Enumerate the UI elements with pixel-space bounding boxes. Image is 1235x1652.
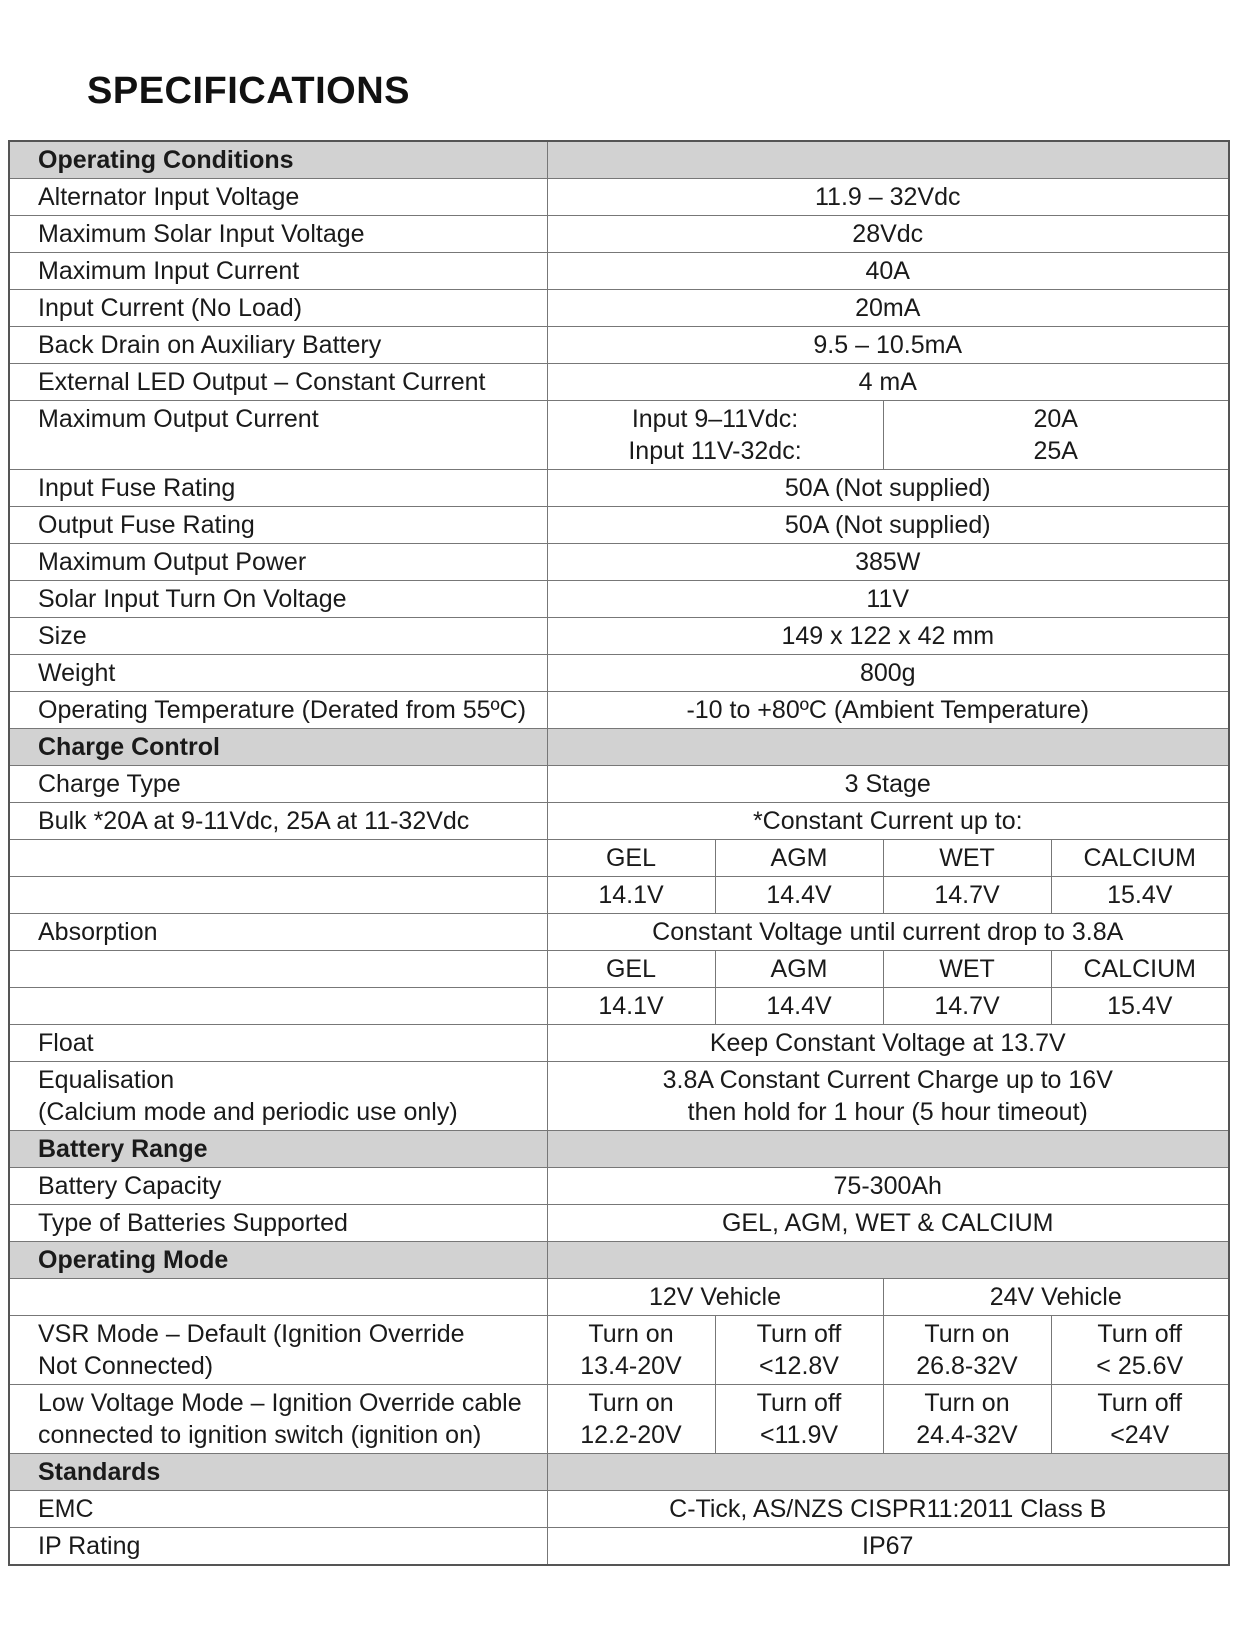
mode-cell <box>547 1316 715 1385</box>
spec-value: GEL, AGM, WET & CALCIUM <box>547 1205 1229 1242</box>
spec-label <box>9 1316 547 1385</box>
input-range-2: Input 11V-32dc: <box>628 437 802 465</box>
battery-type-cell: GEL <box>547 951 715 988</box>
mode-voltage: 24.4-32V <box>916 1421 1018 1449</box>
mode-cell <box>715 1385 883 1454</box>
spec-label: IP Rating <box>9 1528 547 1566</box>
battery-type-cell: CALCIUM <box>1051 951 1229 988</box>
table-row <box>9 216 1229 253</box>
spec-label: EMC <box>9 1491 547 1528</box>
table-row <box>9 1205 1229 1242</box>
table-row <box>9 1279 1229 1316</box>
table-row <box>9 951 1229 988</box>
spec-value <box>547 401 883 470</box>
battery-type-cell: AGM <box>715 951 883 988</box>
mode-action: Turn off <box>756 1320 842 1348</box>
spec-label-line-2: Not Connected) <box>38 1352 214 1380</box>
mode-cell <box>1051 1316 1229 1385</box>
table-row <box>9 692 1229 729</box>
mode-voltage: <11.9V <box>759 1421 839 1449</box>
spec-label: Input Current (No Load) <box>9 290 547 327</box>
section-header-row <box>9 141 1229 179</box>
mode-action: Turn on <box>924 1320 1010 1348</box>
spec-label: Maximum Solar Input Voltage <box>9 216 547 253</box>
voltage-cell: 14.4V <box>715 877 883 914</box>
battery-type-cell: GEL <box>547 840 715 877</box>
spec-value: 385W <box>547 544 1229 581</box>
spec-label-line-2: connected to ignition switch (ignition on) <box>38 1421 482 1449</box>
mode-cell <box>883 1316 1051 1385</box>
output-current-1: 20A <box>1033 405 1078 433</box>
table-row <box>9 655 1229 692</box>
spec-label: Solar Input Turn On Voltage <box>9 581 547 618</box>
voltage-cell: 15.4V <box>1051 877 1229 914</box>
spec-label: Absorption <box>9 914 547 951</box>
spec-label <box>9 1385 547 1454</box>
section-header-row <box>9 1131 1229 1168</box>
spec-value: 40A <box>547 253 1229 290</box>
spec-value: 149 x 122 x 42 mm <box>547 618 1229 655</box>
table-row <box>9 766 1229 803</box>
section-title: Operating Mode <box>9 1242 547 1279</box>
spec-label: Weight <box>9 655 547 692</box>
page-title: SPECIFICATIONS <box>87 70 410 112</box>
battery-type-cell: AGM <box>715 840 883 877</box>
mode-voltage: 12.2-20V <box>580 1421 682 1449</box>
spec-label: Maximum Output Power <box>9 544 547 581</box>
spec-label: Back Drain on Auxiliary Battery <box>9 327 547 364</box>
mode-cell <box>883 1385 1051 1454</box>
battery-type-cell: WET <box>883 951 1051 988</box>
section-title: Operating Conditions <box>9 141 547 179</box>
spec-label: Battery Capacity <box>9 1168 547 1205</box>
spec-label: Float <box>9 1025 547 1062</box>
spec-value: 75-300Ah <box>547 1168 1229 1205</box>
table-row <box>9 507 1229 544</box>
spec-label-line-1: Low Voltage Mode – Ignition Override cable <box>38 1389 522 1417</box>
table-row <box>9 877 1229 914</box>
voltage-cell: 14.7V <box>883 988 1051 1025</box>
table-row <box>9 988 1229 1025</box>
spec-label-line-1: Equalisation <box>38 1066 175 1094</box>
table-row <box>9 253 1229 290</box>
spec-label: Maximum Input Current <box>9 253 547 290</box>
spec-value: 9.5 – 10.5mA <box>547 327 1229 364</box>
table-row <box>9 364 1229 401</box>
spec-value <box>883 401 1229 470</box>
section-title: Battery Range <box>9 1131 547 1168</box>
mode-voltage: 13.4-20V <box>580 1352 682 1380</box>
mode-action: Turn off <box>1097 1389 1183 1417</box>
spec-value: C-Tick, AS/NZS CISPR11:2011 Class B <box>547 1491 1229 1528</box>
mode-voltage: 26.8-32V <box>916 1352 1018 1380</box>
voltage-cell: 14.1V <box>547 877 715 914</box>
voltage-cell: 14.1V <box>547 988 715 1025</box>
spec-label-line-1: VSR Mode – Default (Ignition Override <box>38 1320 465 1348</box>
table-row <box>9 914 1229 951</box>
spec-label: Operating Temperature (Derated from 55ºC) <box>9 692 547 729</box>
spec-label: Charge Type <box>9 766 547 803</box>
spec-label <box>9 1062 547 1131</box>
spec-label: Type of Batteries Supported <box>9 1205 547 1242</box>
section-header-row <box>9 729 1229 766</box>
spec-label: Bulk *20A at 9-11Vdc, 25A at 11-32Vdc <box>9 803 547 840</box>
spec-value: Constant Voltage until current drop to 3.8A <box>547 914 1229 951</box>
output-current-2: 25A <box>1033 437 1078 465</box>
table-row <box>9 544 1229 581</box>
spec-label: External LED Output – Constant Current <box>9 364 547 401</box>
table-row <box>9 840 1229 877</box>
spec-label: Size <box>9 618 547 655</box>
spec-label-line-2: (Calcium mode and periodic use only) <box>38 1098 458 1126</box>
input-range-1: Input 9–11Vdc: <box>631 405 799 433</box>
spec-value: *Constant Current up to: <box>547 803 1229 840</box>
mode-voltage: <12.8V <box>759 1352 839 1380</box>
voltage-cell: 15.4V <box>1051 988 1229 1025</box>
table-row <box>9 1168 1229 1205</box>
table-row <box>9 470 1229 507</box>
table-row <box>9 581 1229 618</box>
spec-value: 4 mA <box>547 364 1229 401</box>
spec-value: 50A (Not supplied) <box>547 507 1229 544</box>
spec-value-line-1: 3.8A Constant Current Charge up to 16V <box>662 1066 1113 1094</box>
spec-value: Keep Constant Voltage at 13.7V <box>547 1025 1229 1062</box>
spec-value-line-2: then hold for 1 hour (5 hour timeout) <box>687 1098 1088 1126</box>
table-row <box>9 1385 1229 1454</box>
table-row <box>9 1316 1229 1385</box>
spec-label: Output Fuse Rating <box>9 507 547 544</box>
mode-action: Turn off <box>1097 1320 1183 1348</box>
table-row <box>9 1025 1229 1062</box>
spec-value: 3 Stage <box>547 766 1229 803</box>
section-header-row <box>9 1454 1229 1491</box>
spec-value: -10 to +80ºC (Ambient Temperature) <box>547 692 1229 729</box>
mode-cell <box>1051 1385 1229 1454</box>
mode-action: Turn on <box>588 1389 674 1417</box>
section-title: Standards <box>9 1454 547 1491</box>
battery-type-cell: WET <box>883 840 1051 877</box>
mode-action: Turn off <box>756 1389 842 1417</box>
table-row <box>9 618 1229 655</box>
spec-value: 11V <box>547 581 1229 618</box>
spec-value: 800g <box>547 655 1229 692</box>
table-row <box>9 803 1229 840</box>
mode-voltage: <24V <box>1110 1421 1170 1449</box>
mode-action: Turn on <box>588 1320 674 1348</box>
spec-label: Input Fuse Rating <box>9 470 547 507</box>
spec-value: 50A (Not supplied) <box>547 470 1229 507</box>
spec-value: IP67 <box>547 1528 1229 1566</box>
spec-value: 11.9 – 32Vdc <box>547 179 1229 216</box>
table-row <box>9 290 1229 327</box>
table-row <box>9 327 1229 364</box>
battery-type-cell: CALCIUM <box>1051 840 1229 877</box>
table-row <box>9 179 1229 216</box>
table-row <box>9 1062 1229 1131</box>
vehicle-header: 12V Vehicle <box>547 1279 883 1316</box>
vehicle-header: 24V Vehicle <box>883 1279 1229 1316</box>
mode-voltage: < 25.6V <box>1096 1352 1184 1380</box>
spec-label: Alternator Input Voltage <box>9 179 547 216</box>
section-title: Charge Control <box>9 729 547 766</box>
spec-label: Maximum Output Current <box>9 401 547 470</box>
voltage-cell: 14.7V <box>883 877 1051 914</box>
spec-value: 28Vdc <box>547 216 1229 253</box>
specifications-table <box>8 140 1230 1566</box>
voltage-cell: 14.4V <box>715 988 883 1025</box>
mode-cell <box>547 1385 715 1454</box>
section-header-row <box>9 1242 1229 1279</box>
mode-action: Turn on <box>924 1389 1010 1417</box>
table-row <box>9 1491 1229 1528</box>
table-row <box>9 1528 1229 1566</box>
table-row <box>9 401 1229 470</box>
spec-value <box>547 1062 1229 1131</box>
spec-value: 20mA <box>547 290 1229 327</box>
mode-cell <box>715 1316 883 1385</box>
